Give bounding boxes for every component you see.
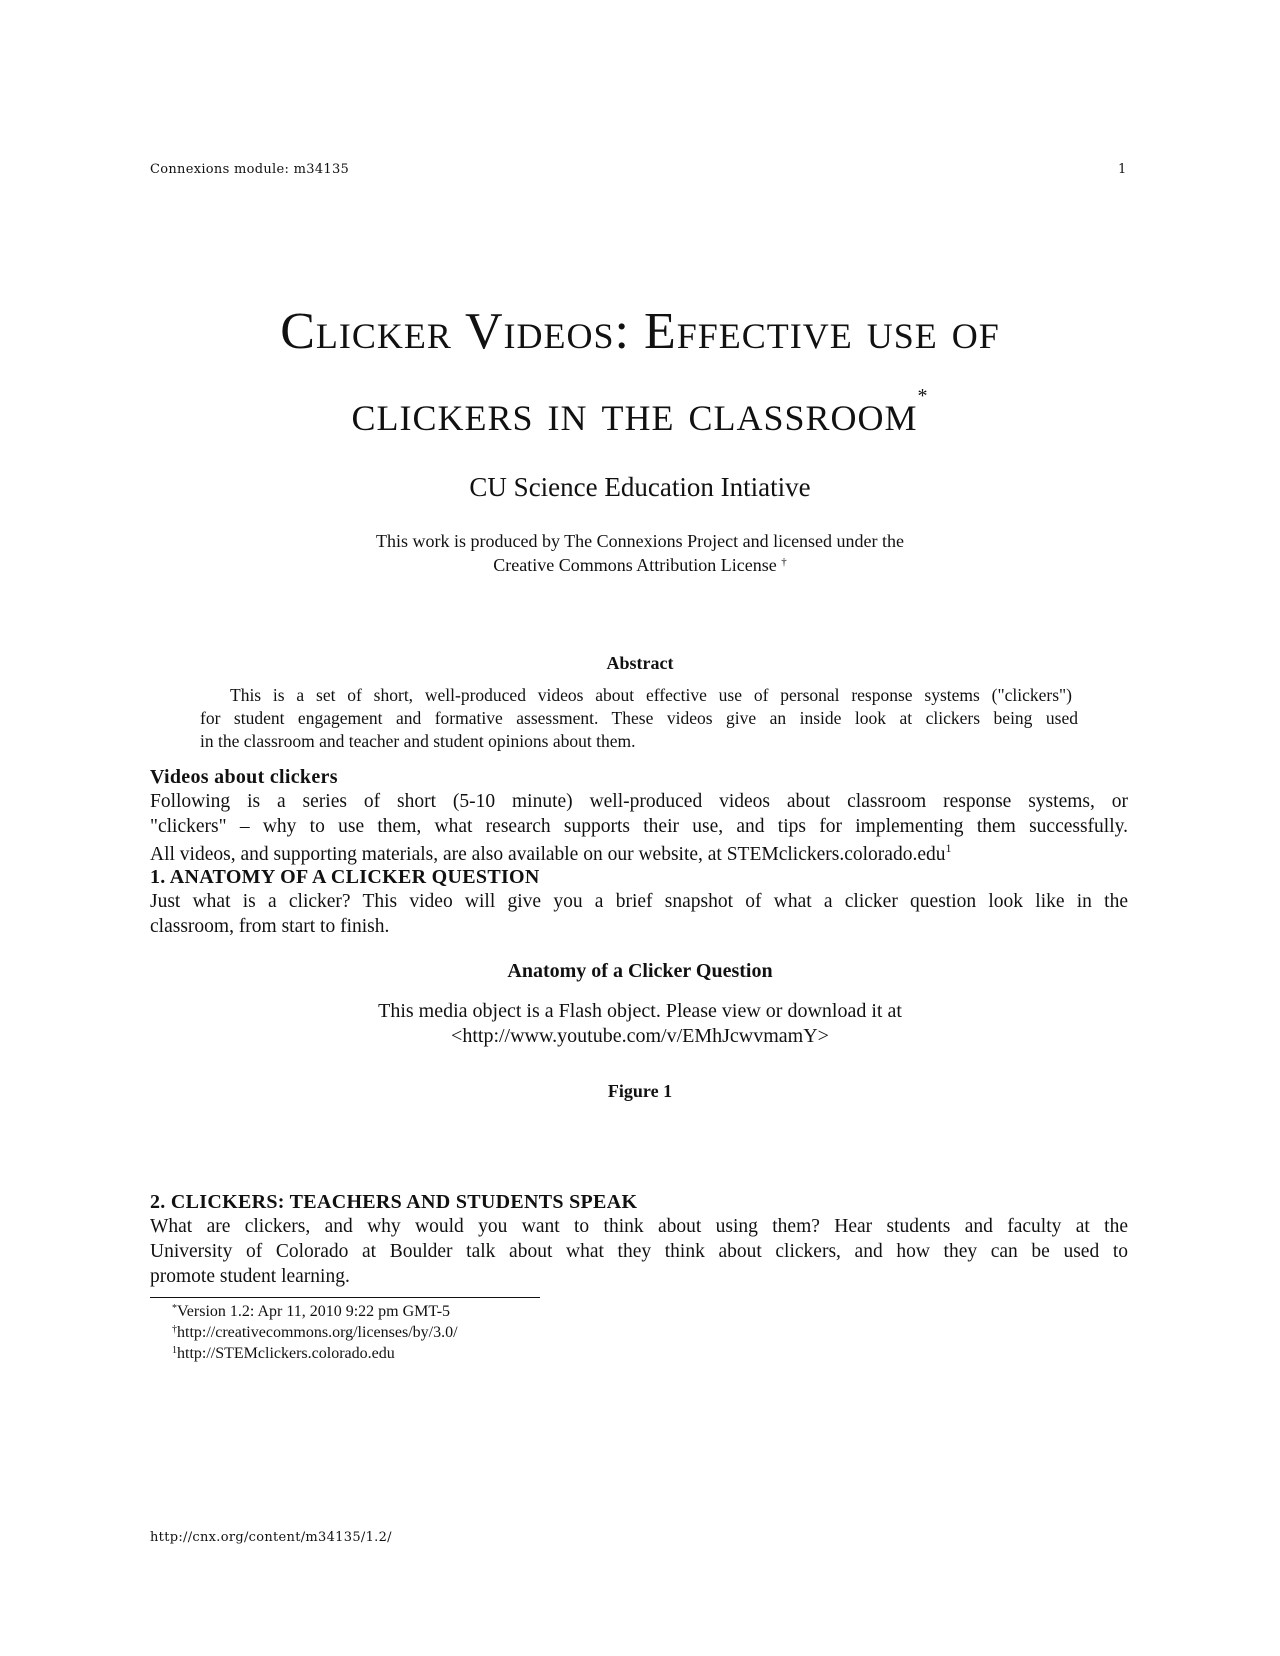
- footnote-rule: [150, 1297, 540, 1298]
- footnote[interactable]: [172, 1345, 395, 1363]
- license-text: Creative Commons Attribution License: [493, 555, 777, 575]
- license-line-2: [0, 555, 1280, 576]
- license-line-1: This work is produced by The Connexions Project and licensed under the: [375, 531, 905, 551]
- body-line: Following is a series of short (5-10 minute) well-produced videos about classroom response systems, or: [150, 791, 1128, 812]
- body-line: classroom, from start to finish.: [150, 916, 390, 937]
- footnote[interactable]: [172, 1324, 458, 1342]
- section-heading-1: 1. ANATOMY OF A CLICKER QUESTION: [150, 866, 540, 888]
- media-notice: This media object is a Flash object. Please view or download it at: [378, 1000, 902, 1022]
- footnote-mark: 1: [172, 1345, 177, 1356]
- footnote-mark: *: [172, 1303, 177, 1314]
- footnote-link-website[interactable]: http://STEMclickers.colorado.edu: [177, 1345, 395, 1362]
- section-heading-videos: Videos about clickers: [150, 766, 338, 788]
- body-line: [150, 841, 1128, 866]
- abstract-line: in the classroom and teacher and student opinions about them.: [200, 731, 636, 751]
- body-line: Just what is a clicker? This video will give you a brief snapshot of what a clicker question look like in the: [150, 891, 1128, 912]
- section-heading-2: 2. CLICKERS: TEACHERS AND STUDENTS SPEAK: [150, 1191, 638, 1213]
- abstract-line: This is a set of short, well-produced videos about effective use of personal response systems ("clickers"): [230, 685, 1072, 705]
- body-line: What are clickers, and why would you want to think about using them? Hear students and faculty at the: [150, 1216, 1128, 1237]
- document-title-line-1: [0, 302, 1280, 362]
- body-line: University of Colorado at Boulder talk about what they think about clickers, and how they can be used to: [150, 1241, 1128, 1262]
- figure-title: Anatomy of a Clicker Question: [507, 960, 773, 982]
- abstract-line: for student engagement and formative assessment. These videos give an inside look at clickers being used: [200, 708, 1078, 728]
- license-footnote-mark[interactable]: †: [781, 556, 787, 568]
- running-head-module: Connexions module: m34135: [150, 162, 350, 177]
- title-text-2: clickers in the classroom: [351, 385, 918, 442]
- footer-link[interactable]: http://cnx.org/content/m34135/1.2/: [150, 1530, 392, 1545]
- figure-label: Figure 1: [607, 1081, 673, 1101]
- youtube-link[interactable]: <http://www.youtube.com/v/EMhJcwvmamY>: [451, 1025, 829, 1047]
- title-text-1: Clicker Videos: Effective use of: [280, 303, 1000, 360]
- title-footnote-mark[interactable]: *: [917, 385, 929, 407]
- footnote-link-license[interactable]: http://creativecommons.org/licenses/by/3.0/: [177, 1324, 458, 1341]
- footnote-mark: †: [172, 1324, 177, 1335]
- footnote-text: Version 1.2: Apr 11, 2010 9:22 pm GMT-5: [177, 1303, 451, 1320]
- abstract-title: Abstract: [606, 653, 674, 673]
- footnote: [172, 1303, 450, 1321]
- document-title-line-2: [0, 366, 1280, 444]
- body-line: promote student learning.: [150, 1266, 350, 1287]
- media-link[interactable]: [0, 1025, 1280, 1048]
- author: CU Science Education Intiative: [469, 472, 811, 502]
- body-line-text: All videos, and supporting materials, are also available on our website, at STEMclickers.colorado.edu: [150, 844, 946, 865]
- page-number: 1: [1118, 162, 1127, 177]
- body-line: "clickers" – why to use them, what research supports their use, and tips for implementing them successfully.: [150, 816, 1128, 837]
- footnote-ref-1[interactable]: 1: [945, 841, 952, 855]
- footer-url[interactable]: [150, 1530, 392, 1545]
